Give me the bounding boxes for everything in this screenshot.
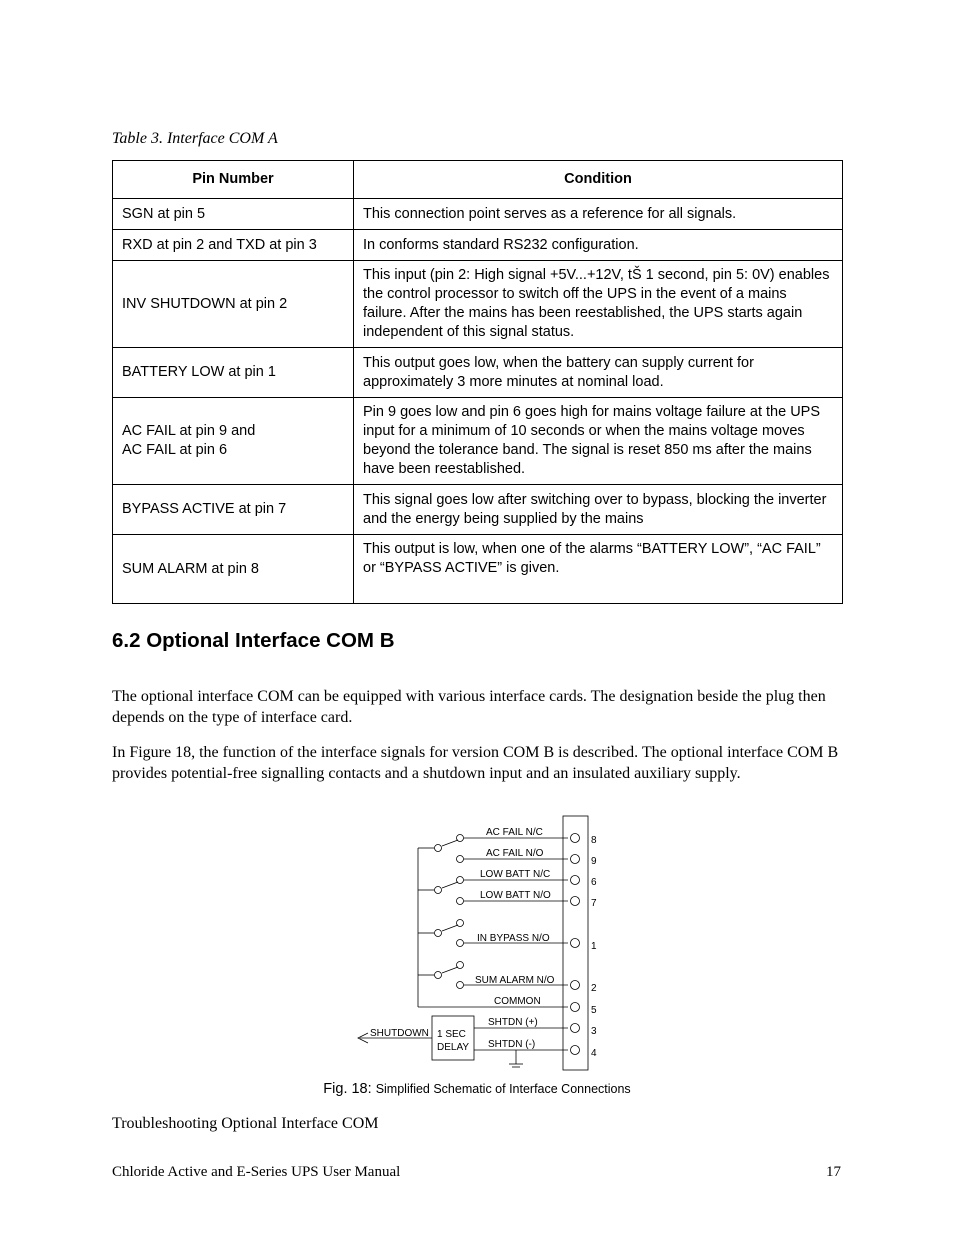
pin-cell: AC FAIL at pin 9 and AC FAIL at pin 6 [113,398,354,485]
label-shtdn-plus: SHTDN (+) [488,1017,538,1028]
table-caption: Table 3. Interface COM A [112,130,278,147]
section-heading: 6.2 Optional Interface COM B [112,629,395,652]
pin-number: 3 [591,1026,597,1037]
table-row [113,535,843,604]
label-ac-fail-nc: AC FAIL N/C [486,827,543,838]
condition-cell: This output goes low, when the battery can supply current for approximately 3 more minutes at nominal load. [354,348,843,398]
column-header-pin-number: Pin Number [113,161,354,199]
pin-number: 8 [591,835,597,846]
pin-number: 7 [591,898,597,909]
figure-caption-text: Simplified Schematic of Interface Connections [375,1082,631,1096]
pin-number: 1 [591,941,597,952]
pin-cell: RXD at pin 2 and TXD at pin 3 [113,230,354,261]
label-low-batt-no: LOW BATT N/O [480,890,551,901]
label-common: COMMON [494,996,541,1007]
condition-cell: This input (pin 2: High signal +5V...+12V, tŠ 1 second, pin 5: 0V) enables the control processor to switch off the UPS in the event of a mains failure. After the mains has been reestablished, the UPS starts again independent of this signal status. [354,261,843,348]
table-row [113,230,843,261]
table-row [113,199,843,230]
label-in-bypass-no: IN BYPASS N/O [477,933,550,944]
condition-cell: This connection point serves as a reference for all signals. [354,199,843,230]
pin-number: 2 [591,983,597,994]
table-row [113,261,843,348]
page-number: 17 [826,1164,841,1180]
figure-caption [0,1081,954,1097]
pin-cell: INV SHUTDOWN at pin 2 [113,261,354,348]
label-shtdn-minus: SHTDN (-) [488,1039,536,1050]
table-row [113,348,843,398]
paragraph: In Figure 18, the function of the interface signals for version COM B is described. The optional interface COM B provides potential-free signalling contacts and a shutdown input and an insulated auxiliary supply. [112,744,839,782]
table-header-row [113,161,843,199]
troubleshooting-heading: Troubleshooting Optional Interface COM [112,1115,379,1132]
label-delay-1: 1 SEC [437,1029,466,1040]
pin-cell: BYPASS ACTIVE at pin 7 [113,485,354,535]
condition-cell: This signal goes low after switching over to bypass, blocking the inverter and the energy being supplied by the mains [354,485,843,535]
interface-schematic [350,810,610,1075]
label-delay-2: DELAY [437,1042,470,1053]
label-low-batt-nc: LOW BATT N/C [480,869,551,880]
condition-cell: This output is low, when one of the alarms “BATTERY LOW”, “AC FAIL” or “BYPASS ACTIVE” is given. [354,535,843,604]
label-ac-fail-no: AC FAIL N/O [486,848,544,859]
pin-cell: BATTERY LOW at pin 1 [113,348,354,398]
column-header-condition: Condition [354,161,843,199]
paragraph: The optional interface COM can be equipped with various interface cards. The designation beside the plug then depends on the type of interface card. [112,688,826,726]
footer-title: Chloride Active and E-Series UPS User Manual [112,1164,401,1180]
pin-cell: SUM ALARM at pin 8 [113,535,354,604]
pin-number: 6 [591,877,597,888]
condition-cell: Pin 9 goes low and pin 6 goes high for mains voltage failure at the UPS input for a minimum of 10 seconds or when the mains voltage moves beyond the tolerance band. The signal is reset 850 ms after the mains have been reestablished. [354,398,843,485]
pin-number: 5 [591,1005,597,1016]
table-row [113,485,843,535]
interface-com-a-table [112,160,843,604]
pin-number: 9 [591,856,597,867]
pin-number: 4 [591,1048,597,1059]
figure-caption-prefix: Fig. 18: [323,1081,372,1097]
condition-cell: In conforms standard RS232 configuration. [354,230,843,261]
table-row [113,398,843,485]
label-shutdown: SHUTDOWN [370,1028,429,1039]
pin-cell: SGN at pin 5 [113,199,354,230]
label-sum-alarm-no: SUM ALARM N/O [475,975,555,986]
